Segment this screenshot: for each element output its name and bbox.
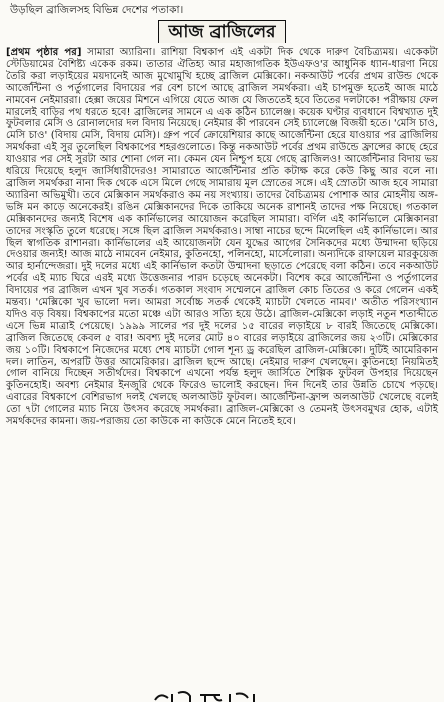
photo-caption: উড়ছিল ব্রাজিলসহ বিভিন্ন দেশের পতাকা। bbox=[10, 4, 184, 16]
article-paragraph bbox=[6, 47, 438, 428]
headline-wrap bbox=[6, 20, 438, 43]
article-text: সামারা অ্যারিনা। রাশিয়া বিশ্বকাপ এই একটা দিক থেকে দারুণ বৈচিত্র্যময়। একেকটা স্টেডিয়ামের বৈশিষ্ট্য একেক রকম। তাতার ঐতিহ্য আর মহাজাগতিক ইউএফও'র আধুনিক ধ্যান-ধারণা নিয়ে তৈরি করা লড়াইয়ের ময়দানেই আজ মুখোমুখি হচ্ছে ব্রাজিল মেক্সিকো। নকআউট পর্বের প্রথম রাউন্ড থেকে আর্জেন্টিনা ও পর্তুগালের বিদায়ের পর বেশ চাপে আছে ব্রাজিল সমর্থকরা। এই চাপমুক্ত হতেই আজ মাঠে নামবেন নেইমাররা। হেক্সা জয়ের মিশনে এগিয়ে যেতে আজ যে জিততেই হবে তিতের দলটাকে! পরীক্ষায় ফেল মারলেই বাড়ির পথ ধরতে হবে! ব্রাজিলের সামনে এ এক কঠিন চ্যালেঞ্জ। কয়েক ঘণ্টার ব্যবধানে বিশ্বখ্যাত দুই ফুটবলার মেসি ও রোনালদোর দল বিদায় নিয়েছে। নেইমার কী পারবেন সেই চ্যালেঞ্জে বিজয়ী হতে। 'মেসি চাও, মেসি চাও' (বিদায় মেসি, বিদায় মেসি)। গ্রুপ পর্বে ক্রোয়েশিয়ার কাছে আর্জেন্টিনা হেরে যাওয়ার পর ব্রাজিলিয় সমর্থকরা এই সুর তুলেছিল বিশ্বকাপের শহরগুলোতে। কিন্তু নকআউট পর্বের প্রথম রাউন্ডে ফ্রান্সের কাছে হেরে যাওয়ার পর সেই সুরটা আর শোনা গেল না। কেমন যেন নিশ্চুপ হয়ে গেছে ব্রাজিলও! আর্জেন্টিনার বিদায় ভয় ধরিয়ে দিয়েছে হলুদ জার্সিধারীদেরও! সামারাতে আর্জেন্টিনার প্রতি কটাক্ষ করে কেউ কিছু আর বলে না। ব্রাজিল সমর্থকরা নানা দিক থেকে এসে মিলে গেছে সামারায় মূল স্রোতের সঙ্গে। এই স্রোতটা আজ হবে সামারা অ্যারিনা অভিমুখী। তবে মেক্সিকান সমর্থকরাও কম নয় সংখ্যায়। তাদের বৈচিত্র্যময় পোশাক আর মোহনীয় অঙ্গ-ভঙ্গি মন কাড়ে অনেকেরই। রঙিন মেক্সিকানদের দিকে তাকিয়ে অনেক রাশানই তাদের পক্ষ নিয়েছে। গতকাল মেক্সিকানদের জন্যই বিশেষ এক কার্নিভালের আয়োজন করেছিল সামারা। বর্ণিল এই কার্নিভালে মেক্সিকানরা তাদের সংস্কৃতি তুলে ধরেছে। সঙ্গে ছিল ব্রাজিল সমর্থকরাও। সাম্বা নাচের ছন্দে মিলেছিল এই কার্নিভালে। আর ছিল স্বাগতিক রাশানরা। কার্নিভালের এই আয়োজনটা যেন যুদ্ধের আগের সৈনিকদের মধ্যে উন্মাদনা ছড়িয়ে দেওয়ার জন্যই! আজ মাঠে নামবেন নেইমার, কুতিনহো, পলিনহো, মার্সেলোরা। অন্যদিকে রাফায়েল মারকুয়েজ আর হার্নান্দেজরা। দুই দলের মধ্যে এই কার্নিভাল কতটা উন্মাদনা ছড়াতে পেরেছে বলা কঠিন। তবে নকআউট পর্বের এই ম্যাচ ঘিরে এরই মধ্যে উত্তেজনার পারদ চড়েছে অনেকটা। বিশেষ করে আর্জেন্টিনা ও পর্তুগালের বিদায়ের পর ব্রাজিল এখন খুব সতর্ক। গতকাল সংবাদ সম্মেলনে ব্রাজিল কোচ তিতের ও করে গেলেন একই মন্তব্য। 'মেক্সিকো খুব ভালো দল। আমরা সর্বোচ্চ সতর্ক থেকেই ম্যাচটা খেলতে নামব।' অতীত পরিসংখ্যান যদিও বড় বিষয়। বিশ্বকাপের মতো মঞ্চে এটা আরও সত্যি হয়ে উঠে। ব্রাজিল-মেক্সিকো লড়াই নতুন শতাব্দীতে এসে ভিন্ন মাত্রাই পেয়েছে। ১৯৯৯ সালের পর দুই দলের ১৫ বারের লড়াইয়ে ৮ বারই জিতেছে মেক্সিকো। ব্রাজিল জিতেছে কেবল ৫ বার! অবশ্য দুই দলের মোট ৪০ বারের লড়াইয়ে ব্রাজিলের জয় ২৩টি। মেক্সিকোর জয় ১০টি। বিশ্বকাপে নিজেদের মধ্যে শেষ ম্যাচটা গোল শূন্য ড্র করেছিল ব্রাজিল-মেক্সিকো। দুটিই আমেরিকান দল। লাতিন, অপরটি উত্তর আমেরিকার। ব্রাজিল ছন্দে আছে। নেইমার দারুণ খেলছেন। কুতিনহো নিয়মিতই গোল বানিয়ে দিচ্ছেন সতীর্থদের। বিশ্বকাপে এখনো পর্যন্ত হলুদ জার্সিতে শৈল্পিক ফুটবল উপহার দিয়েছেন কুতিনহোই। অবশ্য নেইমার ইনজুরি থেকে ফিরেও ভালোই করছেন। দিন দিনেই তার উন্নতি চোখে পড়ছে। এবারের বিশ্বকাপে বেশিরভাগ দলই খেলছে অলআউট ফুটবল। আর্জেন্টিনা-ফ্রান্স অলআউট খেলেছে বলেই তো ৭টা গোলের ম্যাচ নিয়ে উৎসব করেছে সমর্থকরা। ব্রাজিল-মেক্সিকো ও তেমনই উৎসবমুখর হোক, এটাই সমর্থকদের কামনা। জয়-পরাজয় তো কাউকে না কাউকে মেনে নিতেই হবে। bbox=[6, 47, 438, 428]
continuation-marker: [প্রথম পৃষ্ঠার পর] bbox=[6, 47, 82, 58]
article-headline: আজ ব্রাজিলের bbox=[158, 20, 287, 43]
article-body bbox=[6, 47, 438, 428]
cutoff-heading-glyphs bbox=[150, 690, 270, 702]
